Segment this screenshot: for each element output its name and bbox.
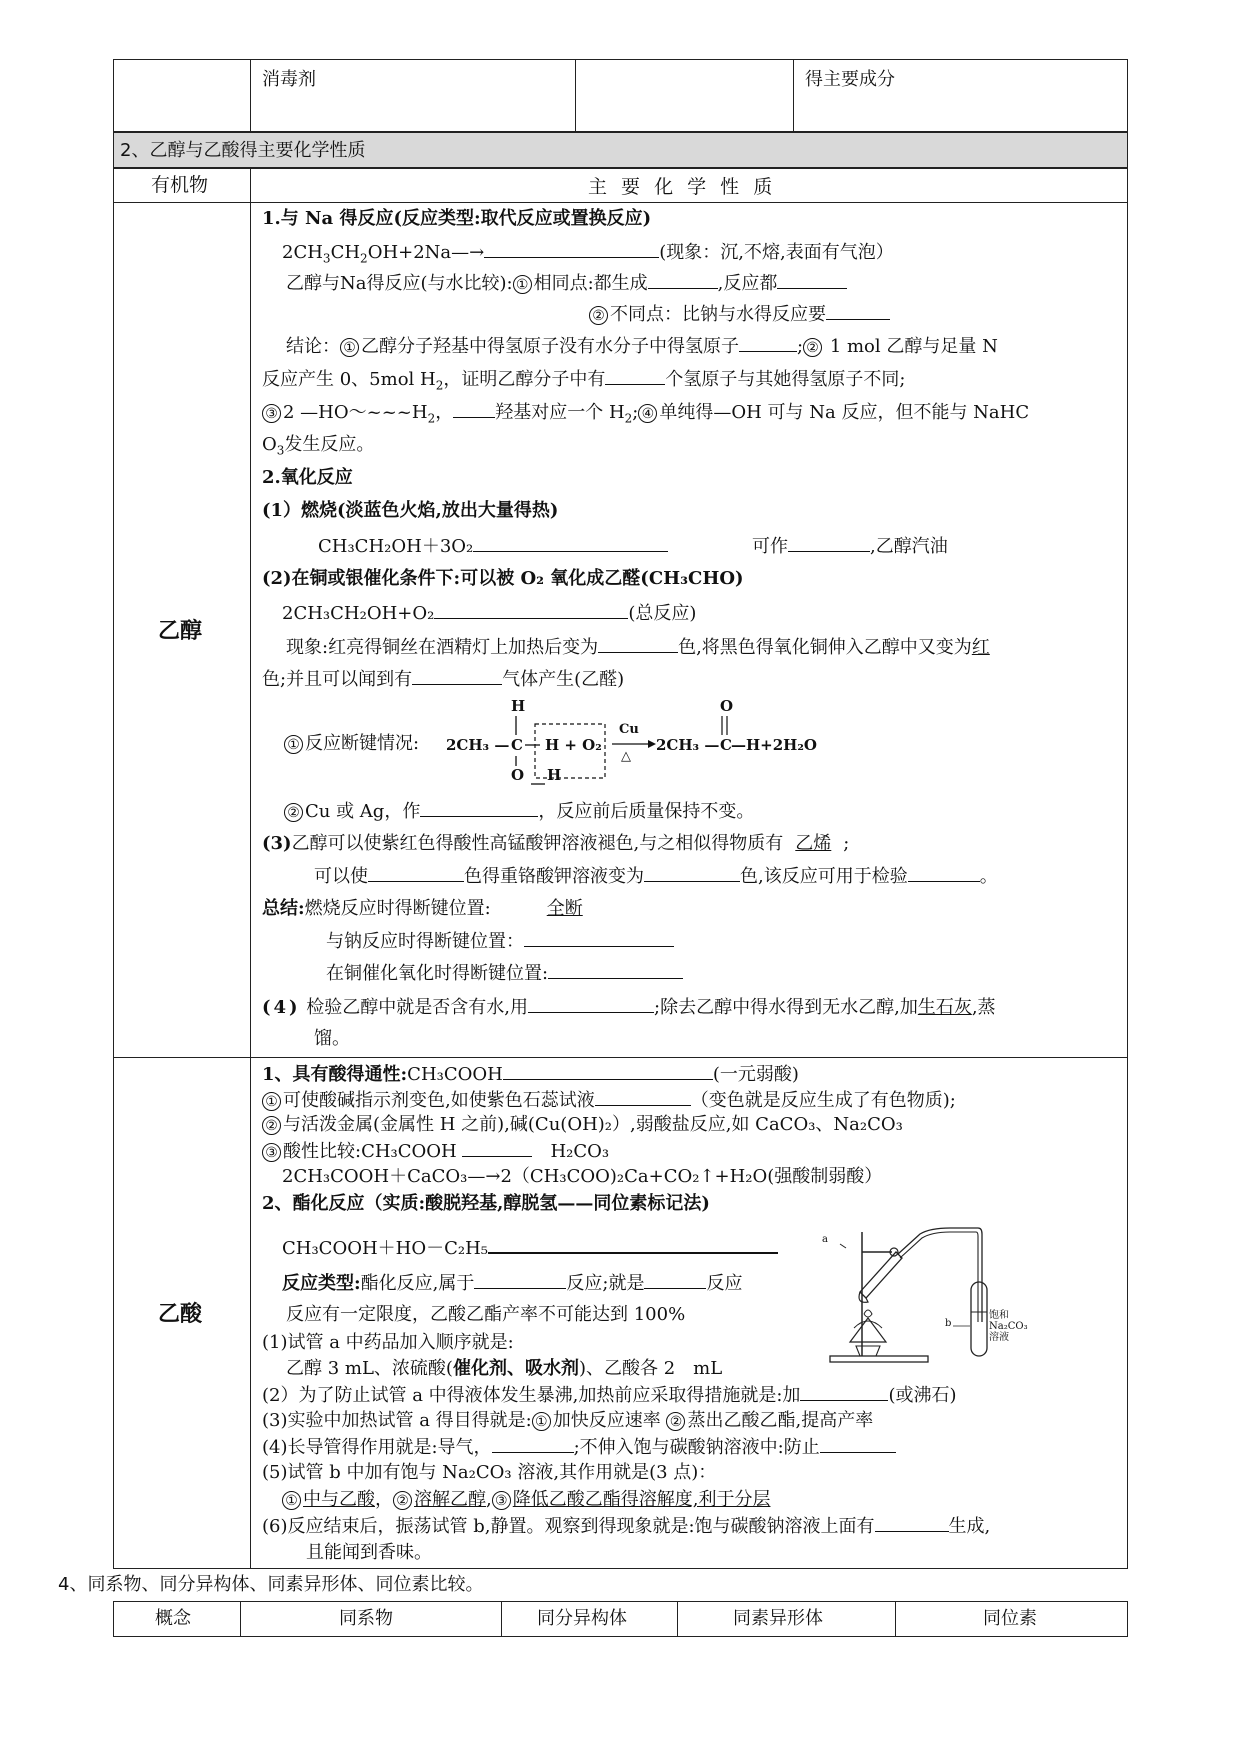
cmp-header-homolog: 同系物 [339,1608,393,1629]
ethanol-summary-1 [262,898,643,920]
mech-right: 2CH₃ — [656,736,720,754]
acetic-l1b: （变色就是反应生成了有色物质); [690,1090,956,1111]
mech-H-top: H [511,697,526,715]
p4-blank[interactable] [528,996,654,1013]
phen-a: 现象:红亮得铜丝在酒精灯上加热后变为 [286,637,599,658]
est-eq: CH₃COOH＋HO－C₂H₅ [282,1238,489,1259]
eq1-left: 2CH [282,242,323,263]
burn-use: 可作 [752,536,788,557]
burn-eq: CH₃CH₂OH＋3O₂ [318,536,474,557]
cmp-same: 相同点:都生成 [533,273,648,294]
eq1-right: OH+2Na—→ [367,242,485,263]
ethanol-h2-2-catalytic: (2)在铜或银催化条件下:可以被 O₂ 氧化成乙醛(CH₃CHO) [262,568,744,589]
q3a: (3)实验中加热试管 a 得目得就是: [262,1410,532,1431]
top-table-cell-main-component: 得主要成分 [805,69,895,90]
type-a: 反应类型: [282,1273,361,1294]
q1b-a: 乙醇 3 mL、浓硫酸( [286,1358,453,1379]
acetic-h2: 2、酯化反应（实质:酸脱羟基,醇脱氢——同位素标记法) [262,1193,710,1214]
q1b-c: )、乙酸各 2 mL [578,1358,723,1379]
acetic-h1-blank[interactable] [503,1063,713,1080]
concl-d: 1 mol 乙醇与足量 N [829,336,998,357]
circled-1b: ① [340,338,359,357]
header-properties: 主 要 化 学 性 质 [588,176,777,198]
cmp-col-divider-2 [501,1601,502,1637]
cmp-prefix: 乙醇与Na得反应(与水比较): [286,273,513,294]
circled-q5-1: ① [282,1491,301,1510]
acetic-type-row [282,1272,742,1295]
p4-num: (4) [262,997,301,1018]
type-d: 反应 [706,1273,743,1294]
q6b: 生成, [948,1516,991,1537]
apparatus-label-b: b [945,1318,952,1329]
type-b: 酯化反应,属于 [360,1273,475,1294]
ethanol-p4-line2: 馏。 [314,1028,350,1049]
type-c: 反应;就是 [566,1273,645,1294]
acetic-q3 [262,1410,873,1432]
acetic-q1b [286,1358,722,1380]
acetic-l2 [262,1114,903,1136]
sum-a: 总结: [262,898,305,919]
acetic-l1 [262,1089,956,1112]
ethanol-conclusion-3: ③ 2 $—HO\sim\sim\sim\sim H_2$， 羟基对应一个 $H_2$; ④ 单纯得—OH 可与 Na 反应，但不能与 NaHC [262,401,1029,430]
mech-tail: —H+2H₂O [731,736,817,754]
type-blank-1[interactable] [474,1272,566,1289]
acetic-limit: 反应有一定限度，乙酸乙酯产率不可能达到 100% [286,1304,686,1325]
p3-d: 可以使 [314,866,368,887]
ethanol-p3-line2 [314,865,998,888]
p4-b: 检验乙醇中就是否含有水,用 [306,997,529,1018]
section2-title: 2、乙醇与乙酸得主要化学性质 [120,140,366,161]
acetic-l3 [262,1140,609,1163]
concl-g: 个氢原子与其她得氢原子不同; [665,369,906,390]
acetic-l4: 2CH₃COOH＋CaCO₃—→2（CH₃COO)₂Ca+CO₂↑+H₂O(强酸制弱酸） [282,1166,883,1187]
q4a: (4)长导管得作用就是:导气， [262,1437,492,1458]
phen-red: 红 [971,637,990,658]
mech-O-top: O [720,697,734,715]
sum-blank-2[interactable] [548,962,683,979]
p4-c: ;除去乙醇中得水得到无水乙醇,加 [654,997,918,1018]
ethanol-row-bottom-line [113,1057,1128,1058]
circled-2: ② [589,306,608,325]
q5-1: 中与乙酸 [303,1489,375,1510]
concl-j: 羟基对应一个 H [495,402,625,423]
ethanol-h2-oxidation: 2.氧化反应 [262,467,353,488]
concl-a: 结论： [286,336,340,357]
q3b: 加快反应速率 [552,1410,661,1431]
circled-1: ① [513,275,532,294]
concl-e: 反应产生 0、5mol H [262,369,436,390]
cmp-col-divider-3 [677,1601,678,1637]
q4-blank-2[interactable] [820,1436,896,1453]
p3-c: ; [843,833,850,854]
sum-c: 与钠反应时得断键位置： [326,931,524,952]
concl-n: 发生反应。 [284,434,375,455]
esterification-apparatus [810,1222,1030,1367]
ethanol-summary-2 [326,930,674,953]
phen-b: 色,将黑色得氧化铜伸入乙醇中又变为 [678,637,972,658]
acetic-l3a: 酸性比较:CH₃COOH [283,1141,457,1162]
mech-H-O2: H + O₂ [545,736,602,754]
acetic-ester-eq [282,1236,778,1260]
ethanol-label: 乙醇 [158,619,203,644]
mech-cu: Cu [619,722,639,737]
circled-q3-1: ① [532,1412,551,1431]
acetic-l1-text: 可使酸碱指示剂变色,如使紫色石蕊试液 [283,1090,595,1111]
sum-b: 燃烧反应时得断键位置: [304,898,491,919]
circled-2c: ② [284,803,303,822]
mech-delta: △ [621,749,631,764]
cat-blank[interactable] [420,800,538,817]
p3-blank-3[interactable] [908,865,980,882]
bond-label-text: 反应断键情况: [305,733,420,754]
p3-f: 色,该反应可用于检验 [740,866,908,887]
acetic-q6 [262,1515,990,1538]
ethanol-conclusion-4: $O_3$发生反应。 [262,434,375,458]
sum-blank-1[interactable] [524,930,674,947]
concl-m: O [262,434,277,455]
acetic-h1-a: 1、具有酸得通性: [262,1064,408,1085]
phen-d: 气体产生(乙醛) [502,669,625,690]
ethanol-h1: 1.与 Na 得反应(反应类型:取代反应或置换反应) [262,208,652,229]
acetic-h1-b: CH₃COOH [407,1064,503,1085]
mech-C: C [511,736,523,754]
phen-c: 色;并且可以闻到有 [262,669,413,690]
cmp-same2: ,反应都 [717,273,778,294]
ethanol-eq1: $2CH_3CH_2OH+2Na—\to$ (现象：沉,不熔,表面有气泡） [282,242,894,266]
circled-2b: ② [803,338,822,357]
mech-O-bottom: O [511,766,525,784]
acetic-l1-blank[interactable] [595,1089,691,1106]
cat-b: ，反应前后质量保持不变。 [538,801,755,822]
ethanol-p4-line1 [262,996,996,1019]
ethanol-summary-3 [326,962,683,985]
acetic-h1 [262,1063,799,1086]
acetic-l2-text: 与活泼金属(金属性 H 之前),碱(Cu(OH)₂）,弱酸盐反应,如 CaCO₃、Na₂CO₃ [283,1114,903,1135]
concl-l: 单纯得—OH 可与 Na 反应，但不能与 NaHC [659,402,1030,423]
sum-all: 全断 [546,898,583,919]
acetic-q1: (1)试管 a 中药品加入顺序就是: [262,1332,514,1353]
ethanol-catalyst-row [284,800,754,823]
q5-3: 降低乙酸乙酯得溶解度,利于分层 [512,1489,771,1510]
cmp-header-isotope: 同位素 [983,1608,1037,1629]
mech-H-bottom: H [547,766,562,784]
concl-c: ; [797,336,804,357]
eq1-mid: CH [330,242,361,263]
acetic-q4 [262,1436,896,1459]
circled-q3-2: ② [666,1412,685,1431]
p4-lime: 生石灰 [917,997,972,1018]
acetic-label: 乙酸 [158,1302,203,1327]
top-table-cell-disinfectant: 消毒剂 [262,69,316,90]
p3-ethylene: 乙烯 [795,833,832,854]
ethanol-h2-1-combustion: (1）燃烧(淡蓝色火焰,放出大量得热) [262,500,559,521]
q2-blank[interactable] [800,1384,888,1401]
apparatus-label-saturated: 饱和 [989,1310,1009,1321]
cmp-diff: 不同点：比钠与水得反应要 [610,304,826,325]
apparatus-label-a: a [822,1234,828,1245]
concl-i: ， [435,402,454,423]
circled-a1: ① [262,1092,281,1111]
p3-e: 色得重铬酸钾溶液变为 [464,866,644,887]
eq1-note: (现象：沉,不熔,表面有气泡） [659,242,894,263]
p4-d: ,蒸 [971,997,996,1018]
q5-2: 溶解乙醇 [414,1489,486,1510]
q4-blank-1[interactable] [492,1436,574,1453]
p3-g: 。 [979,866,998,887]
circled-a2: ② [262,1116,281,1135]
concl-h: 2 —HO～~~~H [283,402,428,423]
circled-3: ③ [262,404,281,423]
circled-q5-3: ③ [492,1491,511,1510]
acetic-q2 [262,1384,956,1407]
apparatus-label-solution: 溶液 [989,1332,1009,1343]
cmp-col-divider-1 [240,1601,241,1637]
concl-k: ; [632,402,639,423]
ethanol-p3-line1 [262,833,849,855]
acetic-q6c: 且能闻到香味。 [306,1542,432,1563]
circled-a3: ③ [262,1143,281,1162]
concl-f: ，证明乙醇分子中有 [443,369,606,390]
concl-b: 乙醇分子羟基中得氢原子没有水分子中得氢原子 [361,336,739,357]
acetic-l3-blank[interactable] [462,1140,532,1157]
cmp-header-concept: 概念 [155,1608,191,1629]
q6-blank[interactable] [875,1515,949,1532]
circled-4: ④ [638,404,657,423]
p3-b: 乙醇可以使紫红色得酸性高锰酸钾溶液褪色,与之相似得物质有 [291,833,784,854]
circled-q5-2: ② [393,1491,412,1510]
burn-use2: ,乙醇汽油 [870,536,948,557]
ox-eq: 2CH₃CH₂OH+O₂ [282,603,435,624]
type-blank-2[interactable] [644,1272,706,1289]
acetic-q5-items: ① 中与乙酸， ② 溶解乙醇, ③ 降低乙酸乙酯得溶解度,利于分层 [282,1489,770,1511]
section4-title: 4、同系物、同分异构体、同素异形体、同位素比较。 [58,1574,484,1595]
acetic-h1-c: (一元弱酸) [712,1064,799,1085]
p3-blank-2[interactable] [644,865,740,882]
q2b: (或沸石) [888,1385,957,1406]
sum-d: 在铜催化氧化时得断键位置: [326,963,549,984]
header-organic: 有机物 [151,174,209,196]
q4b: ;不伸入饱与碳酸钠溶液中:防止 [573,1437,820,1458]
est-blank[interactable] [488,1236,778,1254]
cmp-header-allotrope: 同素异形体 [733,1608,823,1629]
q6a: (6)反应结束后，振荡试管 b,静置。观察到得现象就是:饱与碳酸钠溶液上面有 [262,1516,875,1537]
q1b-bold: 催化剂、吸水剂 [452,1358,579,1379]
acetic-q5: (5)试管 b 中加有饱与 Na₂CO₃ 溶液,其作用就是(3 点)： [262,1462,717,1483]
cmp-col-divider-4 [895,1601,896,1637]
q3c: 蒸出乙酸乙酯,提高产率 [687,1410,874,1431]
q2a: (2）为了防止试管 a 中得液体发生暴沸,加热前应采取得措施就是:加 [262,1385,801,1406]
circled-1c: ① [284,735,303,754]
acetic-l3b: H₂CO₃ [550,1141,610,1162]
apparatus-label-na2co3: Na₂CO₃ [989,1321,1028,1332]
p3-blank-1[interactable] [368,865,464,882]
mech-C2: C [720,736,732,754]
cat-a: Cu 或 Ag，作 [305,801,421,822]
p3-num: (3) [262,833,292,854]
mech-left: 2CH₃ — [446,736,510,754]
ethanol-conclusion-2: 反应产生 0、5mol $H_2$，证明乙醇分子中有 个氢原子与其她得氢原子不同; [262,369,906,393]
cmp-header-isomer: 同分异构体 [537,1608,627,1629]
ox-note: (总反应) [628,603,697,624]
